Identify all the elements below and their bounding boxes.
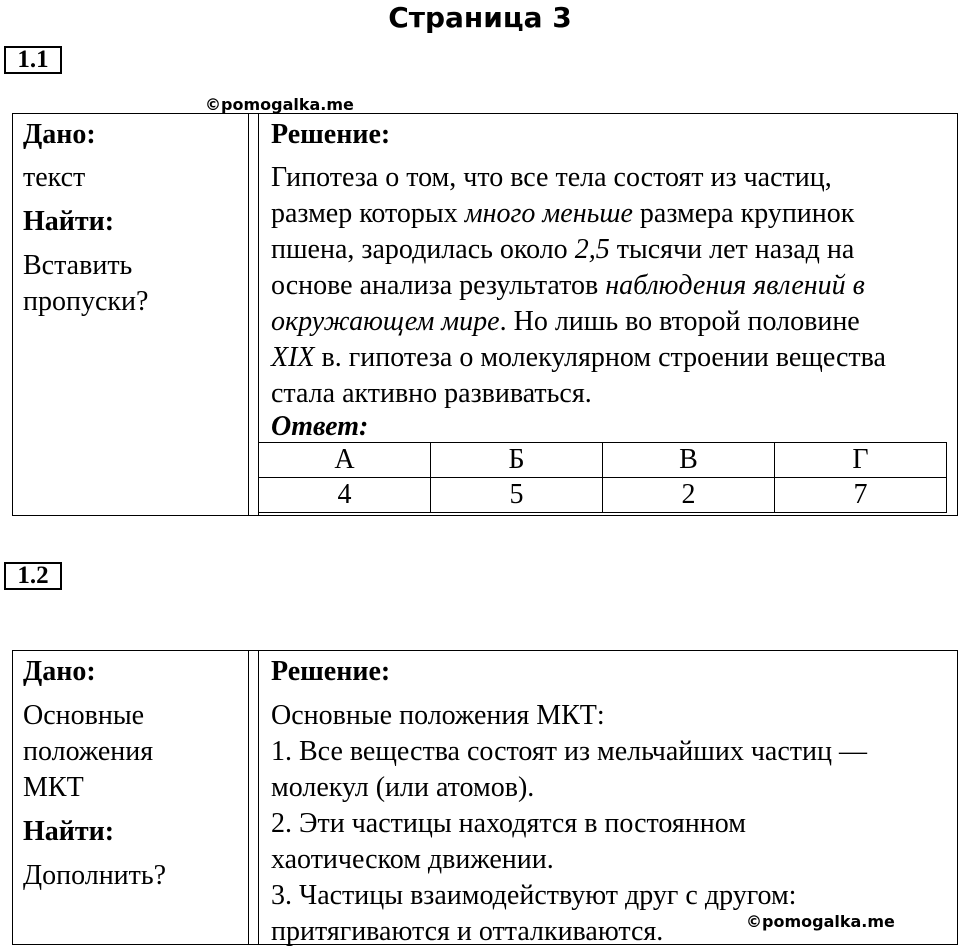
solution-line: молекул (или атомов). <box>271 772 535 803</box>
answer-value-cell: 2 <box>603 478 775 513</box>
task-label-1-2: 1.2 <box>4 562 62 590</box>
task-1-2-solution-column <box>258 651 957 947</box>
solution-line: хаотическом движении. <box>271 844 554 875</box>
find-heading: Найти: <box>23 816 115 847</box>
inserted-word: окружающем мире <box>271 306 500 337</box>
solution-heading: Решение: <box>271 656 391 687</box>
answer-value-cell: 5 <box>431 478 603 513</box>
answer-value-cell: 4 <box>259 478 431 513</box>
task-1-2-box <box>12 650 958 945</box>
answer-header-row <box>259 443 947 478</box>
find-line: Вставить <box>23 250 133 281</box>
solution-line <box>271 160 957 196</box>
watermark-top: ©pomogalka.me <box>205 95 354 114</box>
page-title: Страница 3 <box>388 1 572 34</box>
solution-text: в. гипотеза о молекулярном строении вещества <box>314 342 886 373</box>
answer-heading: Ответ: <box>271 411 369 442</box>
find-heading: Найти: <box>23 206 115 237</box>
answer-value-row <box>259 478 947 513</box>
given-line: МКТ <box>23 772 84 803</box>
solution-text: . Но лишь во второй половине <box>499 306 860 337</box>
inserted-word: 2,5 <box>574 234 610 265</box>
answer-header-cell: В <box>603 443 775 478</box>
answer-header-cell: Б <box>431 443 603 478</box>
inserted-word: XIX <box>271 342 315 373</box>
answer-table <box>258 442 947 513</box>
solution-text: пшена, зародилась около <box>271 234 575 265</box>
answer-value-cell: 7 <box>775 478 947 513</box>
given-line: положения <box>23 736 154 767</box>
task-1-1-given-column <box>13 114 249 515</box>
solution-line <box>271 376 957 412</box>
given-text: текст <box>23 162 86 193</box>
task-1-2-given-column <box>13 651 249 944</box>
solution-text: основе анализа результатов <box>271 270 606 301</box>
watermark-bottom: ©pomogalka.me <box>746 912 895 931</box>
find-line: пропуски? <box>23 286 149 317</box>
solution-line <box>271 304 957 340</box>
solution-line: притягиваются и отталкиваются. <box>271 916 664 947</box>
task-label-1-1: 1.1 <box>4 46 62 74</box>
solution-line <box>271 268 957 304</box>
solution-line <box>271 196 957 232</box>
solution-text: стала активно развиваться. <box>271 378 592 409</box>
solution-line: 2. Эти частицы находятся в постоянном <box>271 808 746 839</box>
answer-header-cell: А <box>259 443 431 478</box>
solution-line: Основные положения МКТ: <box>271 700 605 731</box>
given-heading: Дано: <box>23 119 96 150</box>
find-text: Дополнить? <box>23 860 167 891</box>
inserted-word: много меньше <box>464 198 633 229</box>
solution-line: 3. Частицы взаимодействуют друг с другом: <box>271 880 797 911</box>
solution-text: размер которых <box>271 198 465 229</box>
solution-heading: Решение: <box>271 119 391 150</box>
inserted-word: наблюдения явлений в <box>605 270 865 301</box>
solution-text: тысячи лет назад на <box>609 234 855 265</box>
given-heading: Дано: <box>23 656 96 687</box>
solution-line <box>271 340 957 376</box>
solution-text: размера крупинок <box>632 198 855 229</box>
answer-header-cell: Г <box>775 443 947 478</box>
solution-line: 1. Все вещества состоят из мельчайших частиц — <box>271 736 867 767</box>
given-line: Основные <box>23 700 145 731</box>
solution-line <box>271 232 957 268</box>
solution-text: Гипотеза о том, что все тела состоят из частиц, <box>271 162 832 193</box>
